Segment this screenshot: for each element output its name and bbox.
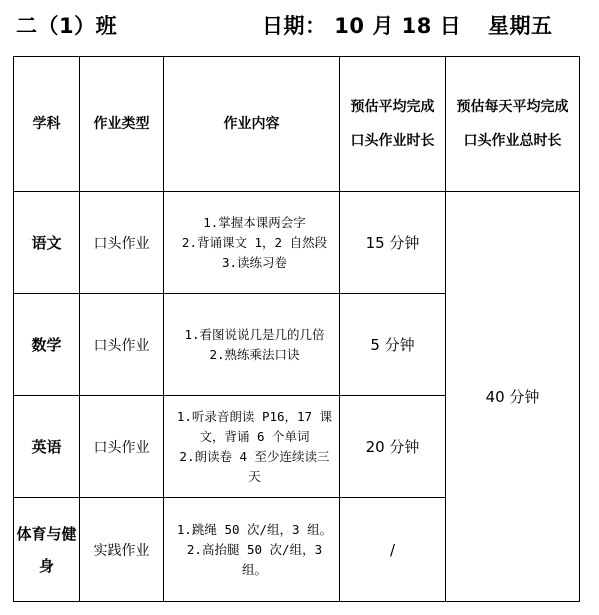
class-name: 二（1）班 [16,14,118,38]
content-item: 2.朗读卷 4 至少连续读三天 [179,448,330,484]
type-cell: 实践作业 [80,498,164,602]
subject-cell: 数学 [14,294,80,396]
subject-cell: 体育与健身 [14,498,80,602]
total-duration-cell: 40 分钟 [446,192,580,602]
duration-cell: 15 分钟 [340,192,446,294]
content-item: 1.看图说说几是几的几倍 [184,326,325,342]
subject-cell: 英语 [14,396,80,498]
weekday-label: 星期五 [488,14,553,38]
content-item: 2.高抬腿 50 次/组，3 组。 [186,541,323,577]
content-cell [164,294,340,396]
content-cell [164,192,340,294]
col-header-avg-duration: 预估平均完成口头作业时长 [340,57,446,192]
header-row [14,57,580,192]
duration-cell: / [340,498,446,602]
duration-cell: 5 分钟 [340,294,446,396]
content-item: 2.熟练乘法口诀 [209,346,300,362]
content-cell [164,498,340,602]
subject-cell: 语文 [14,192,80,294]
content-item: 1.跳绳 50 次/组，3 组。 [176,521,333,537]
content-item: 1.掌握本课两会字 [203,214,306,230]
content-item: 3.读练习卷 [221,254,288,270]
page-header [0,8,599,44]
content-item: 1.听录音朗读 P16，17 课文，背诵 6 个单词 [176,408,333,444]
date-label: 日期： 10 月 18 日 [262,14,462,38]
duration-cell: 20 分钟 [340,396,446,498]
type-cell: 口头作业 [80,396,164,498]
content-cell [164,396,340,498]
type-cell: 口头作业 [80,294,164,396]
type-cell: 口头作业 [80,192,164,294]
col-header-total-duration: 预估每天平均完成口头作业总时长 [446,57,580,192]
content-item: 2.背诵课文 1，2 自然段 [181,234,328,250]
col-header-subject: 学科 [14,57,80,192]
col-header-content: 作业内容 [164,57,340,192]
homework-table [13,56,580,602]
col-header-type: 作业类型 [80,57,164,192]
table-row [14,192,580,294]
